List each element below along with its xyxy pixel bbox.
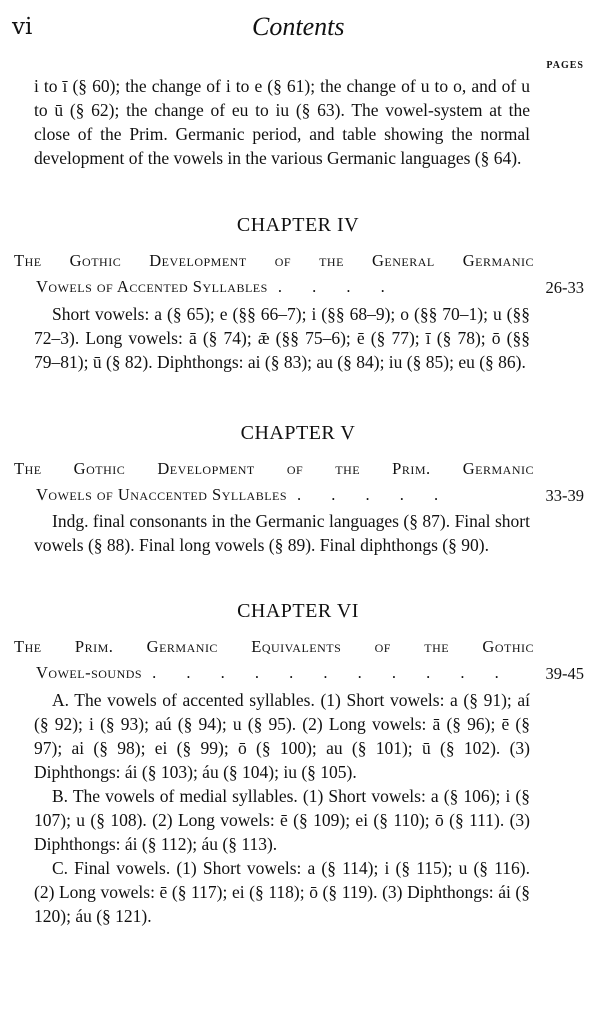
continued-entry-text: i to ī (§ 60); the change of i to e (§ 61); the change of u to o, and of u to ū (§ 62); the change of eu to iu (§ 63). The vowel-system at the close of the Prim. Germanic period, and table showing the normal development of the vowels in the various Germanic languages (§ 64). bbox=[34, 76, 530, 168]
chapter-title-text: Vowels of Unaccented Syllables bbox=[36, 485, 288, 504]
summary-paragraph: Short vowels: a (§ 65); e (§§ 66–7); i (§§ 68–9); o (§§ 70–1); u (§§ 72–3). Long vowels: ā (§ 74); ǣ (§§ 75–6); ē (§ 77); ī (§ 78); ō (§§ 79–81); ū (§ 82). Diphthongs: ai (§ 83); au (§ 84); iu (§ 85); eu (§ 86). bbox=[34, 304, 530, 372]
chapter-heading: CHAPTER V bbox=[240, 422, 356, 444]
leader-dots: . . . . bbox=[277, 277, 398, 296]
chapter-title-line bbox=[14, 274, 534, 300]
chapter-title-text: Vowels of Accented Syllables bbox=[36, 277, 268, 296]
page-range: 33-39 bbox=[545, 486, 584, 505]
page-range: 26-33 bbox=[545, 278, 584, 297]
running-title: Contents bbox=[252, 12, 345, 41]
page-number: vi bbox=[12, 14, 33, 40]
chapter-title-line bbox=[14, 660, 534, 686]
page-header bbox=[12, 14, 352, 48]
summary-paragraph: A. The vowels of accented syllables. (1) Short vowels: a (§ 91); aí (§ 92); i (§ 93); aú (§ 94); u (§ 95). (2) Long vowels: ā (§ 96); ē (§ 97); ai (§ 98); ei (§ 99); ō (§ 100); au (§ 101); ū (§ 102). (3) Diphthongs: ái (§ 103); áu (§ 104); iu (§ 105). bbox=[34, 690, 530, 782]
summary-paragraph: C. Final vowels. (1) Short vowels: a (§ 114); i (§ 115); u (§ 116). (2) Long vowels: ē (§ 117); ei (§ 118); ō (§ 119). (3) Diphthongs: ái (§ 120); áu (§ 121). bbox=[34, 858, 530, 926]
summary-paragraph: B. The vowels of medial syllables. (1) Short vowels: a (§ 106); i (§ 107); u (§ 108). (2) Long vowels: ē (§ 109); ei (§ 110); ō (§ 111). (3) Diphthongs: ái (§ 112); áu (§ 113). bbox=[34, 786, 530, 854]
leader-dots: . . . . . bbox=[297, 485, 452, 504]
chapter-title bbox=[14, 456, 534, 508]
pages-column-label: PAGES bbox=[546, 60, 584, 71]
page-range: 39-45 bbox=[545, 664, 584, 683]
chapter-summary bbox=[34, 302, 530, 374]
summary-paragraph: Indg. final consonants in the Germanic languages (§ 87). Final short vowels (§ 88). Final long vowels (§ 89). Final diphthongs (§ 90). bbox=[34, 511, 530, 555]
chapter-title-line: The Gothic Development of the Prim. Germanic bbox=[14, 459, 534, 478]
chapter-title-line bbox=[14, 482, 534, 508]
chapter-title-line: The Prim. Germanic Equivalents of the Gothic bbox=[14, 637, 534, 656]
leader-dots: . . . . . . . . . . . bbox=[152, 663, 512, 682]
chapter-title bbox=[14, 634, 534, 686]
chapter-title-text: Vowel-sounds bbox=[36, 663, 143, 682]
chapter-summary bbox=[34, 509, 530, 557]
chapter-summary bbox=[34, 688, 530, 928]
chapter-title-line: The Gothic Development of the General Germanic bbox=[14, 251, 534, 270]
chapter-heading: CHAPTER VI bbox=[237, 600, 359, 622]
chapter-title bbox=[14, 248, 534, 300]
chapter-heading: CHAPTER IV bbox=[236, 214, 360, 236]
